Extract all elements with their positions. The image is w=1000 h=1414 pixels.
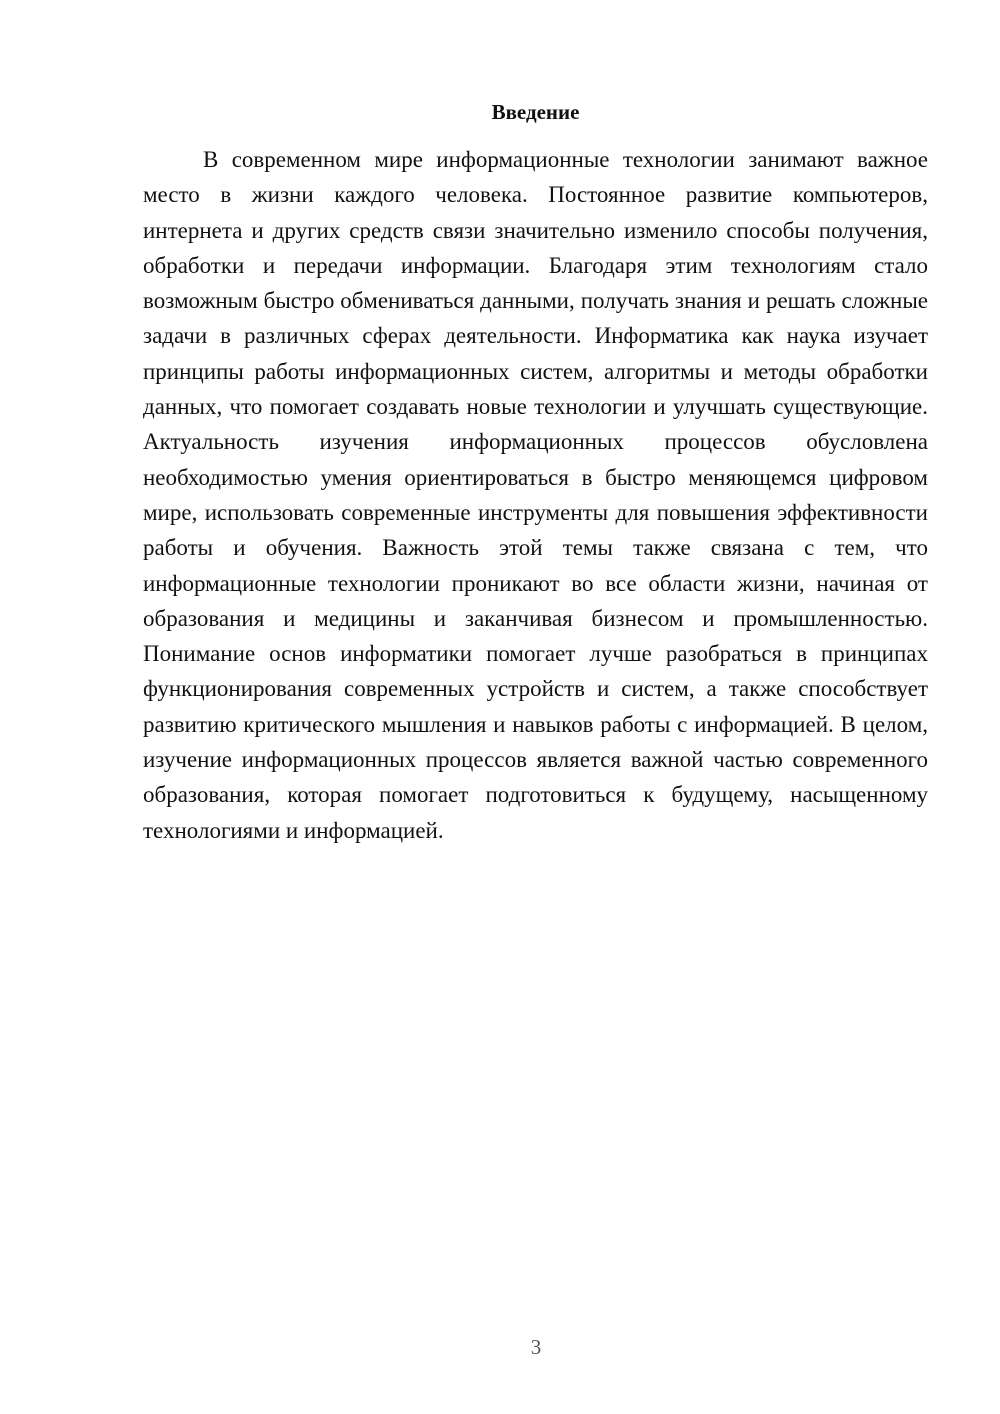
body-paragraph: В современном мире информационные технологии занимают важное место в жизни каждого человека. Постоянное развитие компьютеров, интернета и других средств связи значительно изменило способы получения, обработки и передачи информации. Благодаря этим технологиям стало возможным быстро обмениваться данными, получать знания и решать сложные задачи в различных сферах деятельности. Информатика как наука изучает принципы работы информационных систем, алгоритмы и методы обработки данных, что помогает создавать новые технологии и улучшать существующие. Актуальность изучения информационных процессов обусловлена необходимостью умения ориентироваться в быстро меняющемся цифровом мире, использовать современные инструменты для повышения эффективности работы и обучения. Важность этой темы также связана с тем, что информационные технологии проникают во все области жизни, начиная от образования и медицины и заканчивая бизнесом и промышленностью. Понимание основ информатики помогает лучше разобраться в принципах функционирования современных устройств и систем, а также способствует развитию критического мышления и навыков работы с информацией. В целом, изучение информационных процессов является важной частью современного образования, которая помогает подготовиться к будущему, насыщенному технологиями и информацией.	[143, 147, 928, 843]
section-heading: Введение	[491, 100, 580, 124]
page-number: 3	[530, 1335, 542, 1359]
